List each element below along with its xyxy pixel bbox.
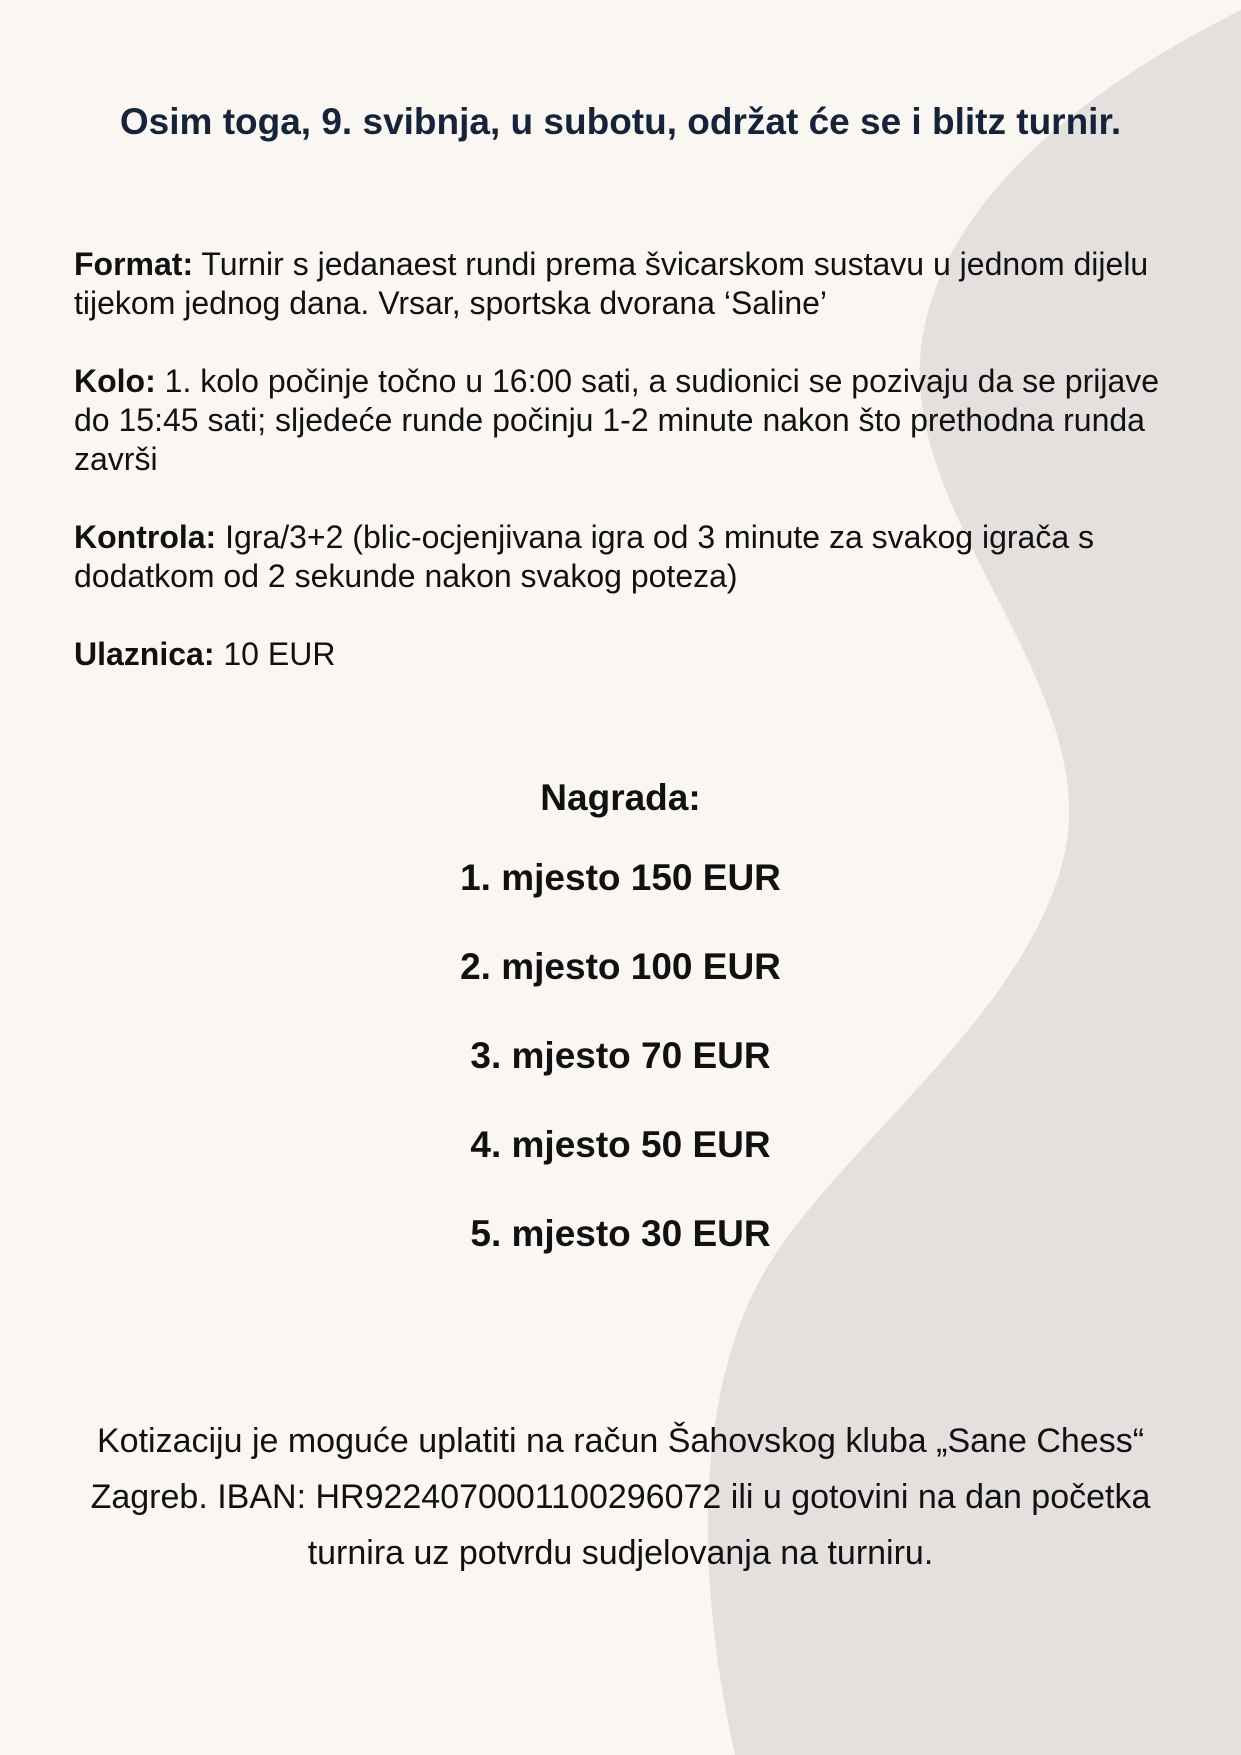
prize-item: 2. mjesto 100 EUR [460, 946, 781, 987]
info-round-label: Kolo: [74, 363, 156, 399]
prize-item: 4. mjesto 50 EUR [470, 1124, 771, 1165]
prize-item: 3. mjesto 70 EUR [470, 1035, 771, 1076]
info-time-control-text: Igra/3+2 (blic-ocjenjivana igra od 3 minute za svakog igrača s dodatkom od 2 sekunde nakon svakog poteza) [74, 519, 1094, 594]
prize-item: 1. mjesto 150 EUR [460, 857, 781, 898]
prizes-section [0, 770, 1241, 1301]
headline: Osim toga, 9. svibnja, u subotu, održat će se i blitz turnir. [119, 101, 1122, 142]
info-format-label: Format: [74, 246, 194, 282]
info-format [74, 245, 1184, 323]
tournament-info [74, 245, 1184, 713]
info-time-control-label: Kontrola: [74, 519, 217, 555]
prize-list [0, 856, 1241, 1301]
info-round-text: 1. kolo počinje točno u 16:00 sati, a sudionici se pozivaju da se prijave do 15:45 sati; sljedeće runde počinju 1-2 minute nakon što prethodna runda završi [74, 363, 1160, 477]
info-entry-fee-label: Ulaznica: [74, 636, 215, 672]
info-round [74, 362, 1184, 479]
prizes-title: Nagrada: [540, 777, 701, 818]
info-entry-fee-text: 10 EUR [214, 636, 336, 672]
payment-note: Kotizaciju je moguće uplatiti na račun Šahovskog kluba „Sane Chess“ Zagreb. IBAN: HR9224070001100296072 ili u gotovini na dan početka turnira uz potvrdu sudjelovanja na turniru. [90, 1422, 1151, 1572]
info-time-control [74, 518, 1184, 596]
prize-item: 5. mjesto 30 EUR [470, 1213, 771, 1254]
info-entry-fee [74, 635, 1184, 674]
info-format-text: Turnir s jedanaest rundi prema švicarskom sustavu u jednom dijelu tijekom jednog dana. Vrsar, sportska dvorana ‘Saline’ [74, 246, 1149, 321]
